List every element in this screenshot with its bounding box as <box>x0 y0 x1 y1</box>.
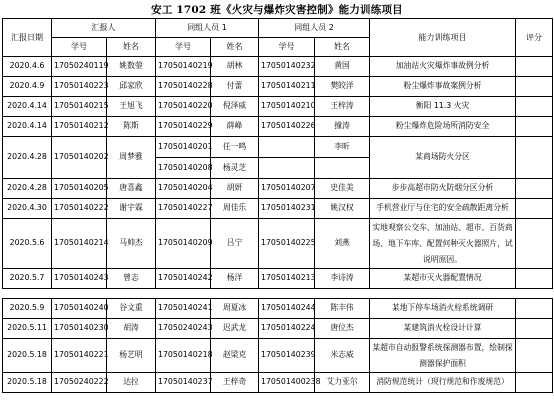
header-row <box>3 19 553 38</box>
cell-project: 消防规范统计（现行规范和作废规范） <box>370 373 516 393</box>
cell-reporter-id: 17050140240 <box>52 299 107 319</box>
cell-date: 2020.5.18 <box>3 373 52 393</box>
cell-reporter-name: 谷文重 <box>107 299 156 319</box>
cell-group2-id: 17050140244 <box>259 299 315 319</box>
cell-group1-id: 17050140209 <box>156 219 211 269</box>
cell-date: 2020.4.28 <box>3 137 52 179</box>
cell-group1-name: 赵梁克 <box>211 339 259 373</box>
cell-score <box>516 77 553 97</box>
cell-group2-name: 刘燕 <box>315 219 370 269</box>
cell-project: 某地下停车场消火栓系统调研 <box>370 299 516 319</box>
cell-date: 2020.5.18 <box>3 339 52 373</box>
cell-reporter-name: 马帅杰 <box>107 219 156 269</box>
cell-group2-name: 樊皎洋 <box>315 77 370 97</box>
cell-group2-id: 17050140210 <box>259 97 315 117</box>
cell-group2-id: 17050140225 <box>259 219 315 269</box>
cell-project: 某建筑消火栓设计计算 <box>370 319 516 339</box>
cell-group1-id: 17050140229 <box>156 117 211 137</box>
cell-group2-id: 17050140213 <box>259 269 315 289</box>
cell-score <box>516 269 553 289</box>
cell-group2-id: 17050140226 <box>259 117 315 137</box>
cell-reporter-id: 17050140215 <box>52 97 107 117</box>
cell-group1-id: 17050140227 <box>156 199 211 219</box>
cell-reporter-name: 谢宇霖 <box>107 199 156 219</box>
cell-group2-name <box>315 158 370 179</box>
cell-group1-name: 杨灵芝 <box>211 158 259 179</box>
cell-group2-id: 17050140224 <box>259 319 315 339</box>
table-row <box>3 219 553 269</box>
table-row <box>3 179 553 199</box>
cell-group2-name: 王梓涛 <box>315 97 370 117</box>
cell-group2-id: 17050140207 <box>259 179 315 199</box>
cell-group1-name: 周佳乐 <box>211 199 259 219</box>
cell-reporter-name: 唐喜鑫 <box>107 179 156 199</box>
cell-project: 某超市自动报警系统探测器布置，绘制探测器保护面积 <box>370 339 516 373</box>
cell-project: 粉尘爆炸危险场所消防安全 <box>370 117 516 137</box>
subheader-id: 学号 <box>156 38 211 57</box>
cell-group2-name: 撞涛 <box>315 117 370 137</box>
cell-score <box>516 199 553 219</box>
cell-reporter-id: 17050140202 <box>52 137 107 179</box>
cell-reporter-name: 曾志 <box>107 269 156 289</box>
table-row <box>3 117 553 137</box>
cell-reporter-name: 胡涛 <box>107 319 156 339</box>
cell-date: 2020.5.11 <box>3 319 52 339</box>
cell-reporter-name: 陈斯 <box>107 117 156 137</box>
cell-group1-id: 17050140241 <box>156 299 211 319</box>
header-group1: 同组人员 1 <box>156 19 259 38</box>
page-title: 安工 1702 班《火灾与爆炸灾害控制》能力训练项目 <box>151 4 403 16</box>
cell-reporter-name: 达拉 <box>107 373 156 393</box>
cell-group2-name: 黄国 <box>315 57 370 77</box>
cell-group1-id: 17050140208 <box>156 158 211 179</box>
cell-date: 2020.4.28 <box>3 179 52 199</box>
cell-group2-id: 17050140232 <box>259 57 315 77</box>
cell-score <box>516 137 553 179</box>
cell-group1-id: 17050140237 <box>156 373 211 393</box>
cell-date: 2020.5.7 <box>3 269 52 289</box>
cell-group1-id: 17050140204 <box>156 179 211 199</box>
table-row <box>3 77 553 97</box>
cell-project: 步步高超市防火防烟分区分析 <box>370 179 516 199</box>
table-row <box>3 339 553 373</box>
cell-group2-name: 唐位杰 <box>315 319 370 339</box>
cell-group1-name: 倪泽威 <box>211 97 259 117</box>
cell-reporter-id: 17050140230 <box>52 319 107 339</box>
training-project-table <box>2 18 553 393</box>
cell-score <box>516 299 553 319</box>
cell-score <box>516 339 553 373</box>
cell-date: 2020.5.6 <box>3 219 52 269</box>
subheader-name: 姓名 <box>211 38 259 57</box>
table-row <box>3 199 553 219</box>
header-date: 汇报日期 <box>3 19 52 57</box>
cell-project: 实地观察公交车、加油站、超市、百货商场、地下车库、配置何种灭火器照片，试说明原因。 <box>370 219 516 269</box>
cell-group1-name: 任一鸣 <box>211 137 259 158</box>
cell-score <box>516 57 553 77</box>
cell-group2-id: 170501400238 <box>259 373 315 393</box>
cell-group2-name: 陈丰伟 <box>315 299 370 319</box>
cell-group2-name: 李诗涛 <box>315 269 370 289</box>
cell-reporter-name: 王旭飞 <box>107 97 156 117</box>
cell-date: 2020.5.9 <box>3 299 52 319</box>
subheader-id: 学号 <box>259 38 315 57</box>
cell-reporter-name: 杨艺明 <box>107 339 156 373</box>
cell-reporter-name: 邱家欣 <box>107 77 156 97</box>
cell-project: 加油站火灾爆炸事故例分析 <box>370 57 516 77</box>
cell-group1-id: 17050140242 <box>156 269 211 289</box>
cell-group1-name: 胡妍 <box>211 179 259 199</box>
section-gap <box>3 289 553 299</box>
cell-group2-id <box>259 158 315 179</box>
cell-group2-id: 17050140211 <box>259 77 315 97</box>
cell-project: 某商场防火分区 <box>370 137 516 179</box>
cell-group1-name: 杨洋 <box>211 269 259 289</box>
cell-group2-name: 史佳美 <box>315 179 370 199</box>
subheader-name: 姓名 <box>107 38 156 57</box>
cell-date: 2020.4.14 <box>3 97 52 117</box>
header-group2: 同组人员 2 <box>259 19 370 38</box>
cell-group1-id: 17050140218 <box>156 339 211 373</box>
cell-group1-id: 17050140228 <box>156 77 211 97</box>
cell-group1-id: 17050240243 <box>156 319 211 339</box>
cell-reporter-id: 17050140221 <box>52 339 107 373</box>
cell-reporter-id: 17050240222 <box>52 373 107 393</box>
cell-group1-name: 周夏冰 <box>211 299 259 319</box>
cell-project: 粉尘爆炸事故案例分析 <box>370 77 516 97</box>
cell-reporter-id: 17050140214 <box>52 219 107 269</box>
cell-reporter-name: 周梦雅 <box>107 137 156 179</box>
cell-group2-id: 17050140231 <box>259 199 315 219</box>
cell-reporter-id: 17050140222 <box>52 199 107 219</box>
cell-project: 某超市灭火器配置情况 <box>370 269 516 289</box>
cell-score <box>516 373 553 393</box>
table-row <box>3 97 553 117</box>
cell-group2-name: 米志威 <box>315 339 370 373</box>
cell-group1-id: 17050140219 <box>156 57 211 77</box>
cell-project: 手机营业厅与住宅的安全疏散距离分析 <box>370 199 516 219</box>
header-score: 评分 <box>516 19 553 57</box>
cell-group1-name: 迟武龙 <box>211 319 259 339</box>
cell-date: 2020.4.14 <box>3 117 52 137</box>
table-row <box>3 269 553 289</box>
cell-group1-name: 胡林 <box>211 57 259 77</box>
cell-score <box>516 117 553 137</box>
cell-project: 衡阳 11.3 火灾 <box>370 97 516 117</box>
cell-score <box>516 97 553 117</box>
cell-group2-id <box>259 137 315 158</box>
cell-date: 2020.4.6 <box>3 57 52 77</box>
cell-score <box>516 179 553 199</box>
cell-reporter-name: 姚数蓥 <box>107 57 156 77</box>
header-project: 能力训练项目 <box>370 19 516 57</box>
cell-reporter-id: 17050140212 <box>52 117 107 137</box>
cell-group1-name: 王梓奇 <box>211 373 259 393</box>
cell-reporter-id: 17050140223 <box>52 77 107 97</box>
subheader-name: 姓名 <box>315 38 370 57</box>
cell-group1-name: 付蕾 <box>211 77 259 97</box>
table-row <box>3 373 553 393</box>
cell-date: 2020.4.30 <box>3 199 52 219</box>
cell-group1-name: 薛峰 <box>211 117 259 137</box>
cell-group1-id: 17050140220 <box>156 97 211 117</box>
subheader-id: 学号 <box>52 38 107 57</box>
cell-group2-id: 17050140239 <box>259 339 315 373</box>
cell-group1-id: 17050140201 <box>156 137 211 158</box>
cell-reporter-id: 17050140205 <box>52 179 107 199</box>
cell-group2-name: 李昕 <box>315 137 370 158</box>
cell-reporter-id: 17050140243 <box>52 269 107 289</box>
cell-reporter-id: 17050240119 <box>52 57 107 77</box>
cell-group1-name: 吕宁 <box>211 219 259 269</box>
header-reporter: 汇报人 <box>52 19 156 38</box>
cell-group2-name: 艾力亚尔 <box>315 373 370 393</box>
cell-score <box>516 319 553 339</box>
table-row <box>3 299 553 319</box>
cell-score <box>516 219 553 269</box>
table-row <box>3 319 553 339</box>
cell-date: 2020.4.9 <box>3 77 52 97</box>
table-row <box>3 137 553 158</box>
cell-group2-name: 姚汉权 <box>315 199 370 219</box>
table-row <box>3 57 553 77</box>
